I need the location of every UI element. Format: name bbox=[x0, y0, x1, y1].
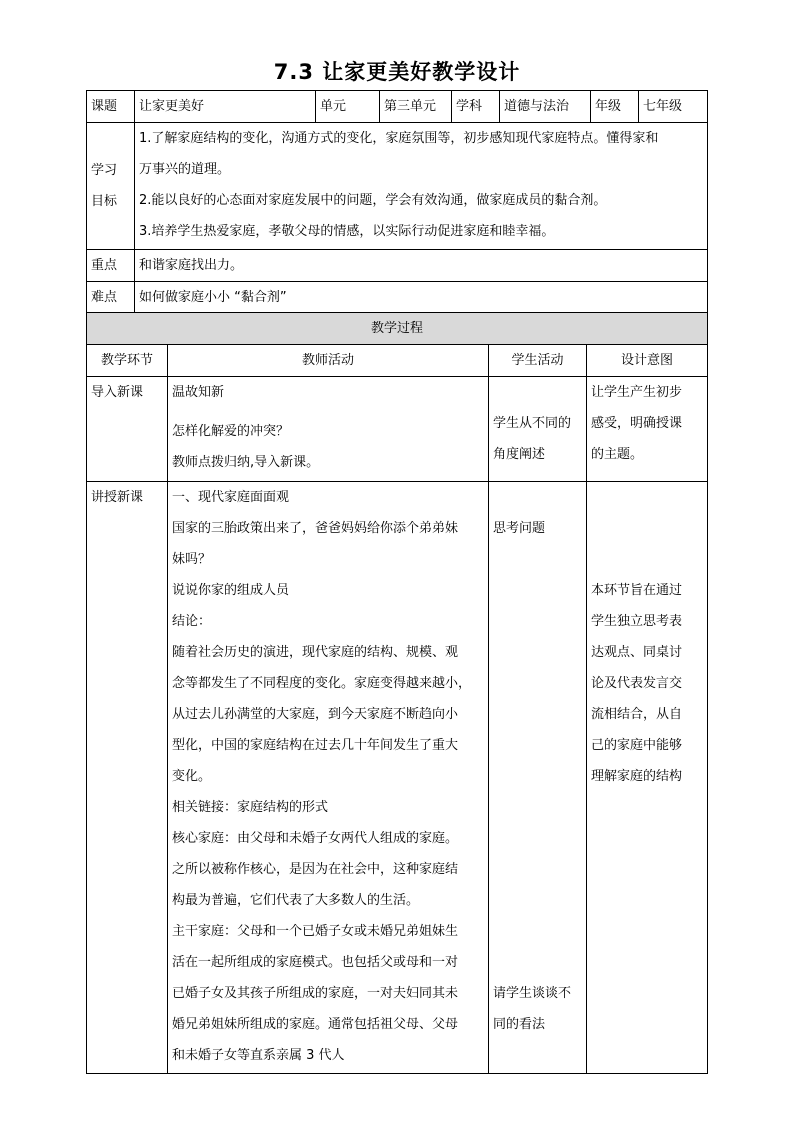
lesson-intent-line: 理解家庭的结构 bbox=[591, 769, 683, 784]
process-table bbox=[86, 312, 708, 1074]
subject-value: 道德与法治 bbox=[500, 91, 591, 123]
lesson-line: 活在一起所组成的家庭模式。也包括父或母和一对 bbox=[172, 955, 459, 970]
lesson-line: 和未婚子女等直系亲属 3 代人 bbox=[172, 1048, 345, 1063]
lesson-line: 一、现代家庭面面观 bbox=[172, 490, 290, 505]
lesson-intent-line: 达观点、同桌讨 bbox=[591, 645, 683, 660]
lesson-line: 构最为普遍，它们代表了大多数人的生活。 bbox=[172, 893, 420, 908]
lesson-intent-line: 本环节旨在通过 bbox=[591, 583, 683, 598]
goal-2: 2.能以良好的心态面对家庭发展中的问题，学会有效沟通，做家庭成员的黏合剂。 bbox=[139, 193, 607, 208]
unit-label: 单元 bbox=[316, 91, 380, 123]
lesson-line: 国家的三胎政策出来了，爸爸妈妈给你添个弟弟妹 bbox=[172, 521, 459, 536]
intro-teacher bbox=[168, 377, 489, 482]
lesson-line: 随着社会历史的演进，现代家庭的结构、规模、观 bbox=[172, 645, 459, 660]
goals-label-line2: 目标 bbox=[91, 194, 118, 209]
lesson-line: 婚兄弟姐妹所组成的家庭。通常包括祖父母、父母 bbox=[172, 1017, 459, 1032]
lesson-line: 结论： bbox=[172, 614, 212, 629]
lesson-line: 念等都发生了不同程度的变化。家庭变得越来越小， bbox=[172, 676, 472, 691]
goal-1-line2: 万事兴的道理。 bbox=[139, 162, 231, 177]
lesson-line: 变化。 bbox=[172, 769, 212, 784]
topic-value: 让家更美好 bbox=[135, 91, 316, 123]
intro-intent-line2: 感受，明确授课 bbox=[591, 416, 683, 431]
grade-value: 七年级 bbox=[639, 91, 708, 123]
lesson-line: 妹吗？ bbox=[172, 552, 212, 567]
info-table bbox=[86, 90, 708, 314]
intro-intent-line3: 的主题。 bbox=[591, 447, 644, 462]
lesson-student-ask-line1: 请学生谈谈不 bbox=[493, 986, 572, 1001]
goals-content bbox=[135, 123, 708, 250]
lesson-student-think: 思考问题 bbox=[493, 521, 546, 536]
col-teacher: 教师活动 bbox=[168, 345, 489, 377]
col-intent: 设计意图 bbox=[587, 345, 708, 377]
lesson-stage: 讲授新课 bbox=[87, 482, 168, 1074]
col-student: 学生活动 bbox=[489, 345, 587, 377]
lesson-teacher bbox=[168, 482, 489, 1074]
lesson-intent-line: 论及代表发言交 bbox=[591, 676, 683, 691]
intro-stage: 导入新课 bbox=[87, 377, 168, 482]
intro-intent bbox=[587, 377, 708, 482]
intro-student-line1: 学生从不同的 bbox=[493, 416, 572, 431]
goal-3: 3.培养学生热爱家庭，孝敬父母的情感，以实际行动促进家庭和睦幸福。 bbox=[139, 224, 555, 239]
lesson-intent-line: 流相结合，从自 bbox=[591, 707, 683, 722]
difficulty-label: 难点 bbox=[87, 282, 135, 314]
key-point-label: 重点 bbox=[87, 250, 135, 282]
goal-1-line1: 1.了解家庭结构的变化，沟通方式的变化，家庭氛围等，初步感知现代家庭特点。懂得家和 bbox=[139, 131, 659, 146]
intro-student bbox=[489, 377, 587, 482]
lesson-line: 主干家庭：父母和一个已婚子女或未婚兄弟姐妹生 bbox=[172, 924, 459, 939]
lesson-line: 核心家庭：由父母和未婚子女两代人组成的家庭。 bbox=[172, 831, 459, 846]
topic-label: 课题 bbox=[87, 91, 135, 123]
lesson-student-ask-line2: 同的看法 bbox=[493, 1017, 546, 1032]
lesson-intent-line: 己的家庭中能够 bbox=[591, 738, 683, 753]
lesson-line: 之所以被称作核心，是因为在社会中，这种家庭结 bbox=[172, 862, 459, 877]
process-heading: 教学过程 bbox=[87, 313, 708, 345]
intro-teacher-line3: 教师点拨归纳,导入新课。 bbox=[172, 455, 320, 470]
lesson-line: 已婚子女及其孩子所组成的家庭，一对夫妇同其未 bbox=[172, 986, 459, 1001]
lesson-line: 型化，中国的家庭结构在过去几十年间发生了重大 bbox=[172, 738, 459, 753]
intro-student-line2: 角度阐述 bbox=[493, 447, 546, 462]
intro-teacher-line2: 怎样化解爱的冲突？ bbox=[172, 424, 290, 439]
goals-label bbox=[87, 123, 135, 250]
grade-label: 年级 bbox=[591, 91, 639, 123]
lesson-intent-line: 学生独立思考表 bbox=[591, 614, 683, 629]
lesson-line: 说说你家的组成人员 bbox=[172, 583, 290, 598]
lesson-line: 从过去儿孙满堂的大家庭，到今天家庭不断趋向小 bbox=[172, 707, 459, 722]
subject-label: 学科 bbox=[452, 91, 500, 123]
lesson-student bbox=[489, 482, 587, 1074]
intro-intent-line1: 让学生产生初步 bbox=[591, 385, 683, 400]
key-point-value: 和谐家庭找出力。 bbox=[135, 250, 708, 282]
intro-teacher-line1: 温故知新 bbox=[172, 385, 225, 400]
goals-label-line1: 学习 bbox=[91, 163, 118, 178]
page-title: 7.3 让家更美好教学设计 bbox=[273, 60, 521, 84]
lesson-intent bbox=[587, 482, 708, 1074]
unit-value: 第三单元 bbox=[380, 91, 452, 123]
lesson-line: 相关链接：家庭结构的形式 bbox=[172, 800, 329, 815]
difficulty-value: 如何做家庭小小 “黏合剂” bbox=[135, 282, 708, 314]
col-stage: 教学环节 bbox=[87, 345, 168, 377]
